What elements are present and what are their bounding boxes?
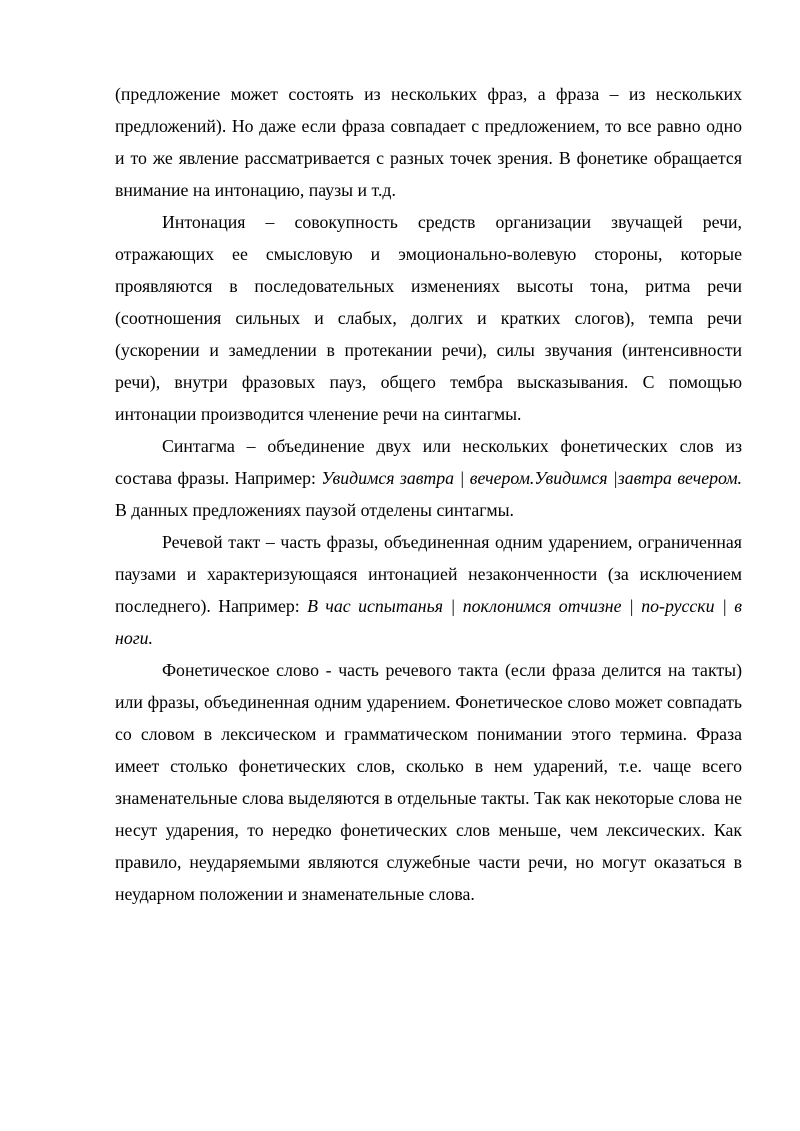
- paragraph-text: Речевой такт – часть фразы, объединенная одним ударением, ограниченная паузами и характеризующаяся интонацией незаконченности (за исключением последнего). Например:: [115, 532, 742, 616]
- paragraph-text: (предложение может состоять из нескольких фраз, а фраза – из нескольких предложений). Но даже если фраза совпадает с предложением, то все равно одно и то же явление рассматривается с разных точек зрения. В фонетике обращается внимание на интонацию, паузы и т.д.: [115, 84, 742, 200]
- paragraph-text: Фонетическое слово - часть речевого такта (если фраза делится на такты) или фразы, объединенная одним ударением. Фонетическое слово может совпадать со словом в лексическом и грамматическом понимании этого термина. Фраза имеет столько фонетических слов, сколько в нем ударений, т.е. чаще всего знаменательные слова выделяются в отдельные такты. Так как некоторые слова не несут ударения, то нередко фонетических слов меньше, чем лексических. Как правило, неударяемыми являются служебные части речи, но могут оказаться в неударном положении и знаменательные слова.: [115, 660, 742, 904]
- example-text: Увидимся завтра | вечером.Увидимся |завтра вечером.: [321, 468, 742, 488]
- paragraph-text: В данных предложениях паузой отделены синтагмы.: [115, 500, 514, 520]
- paragraph-text: Синтагма – объединение двух или нескольких фонетических слов из состава фразы. Например:: [115, 436, 742, 488]
- paragraph-phrase-definition-end: [115, 78, 742, 206]
- paragraph-text: Интонация – совокупность средств организации звучащей речи, отражающих ее смысловую и эмоционально-волевую стороны, которые проявляются в последовательных изменениях высоты тона, ритма речи (соотношения сильных и слабых, долгих и кратких слогов), темпа речи (ускорении и замедлении в протекании речи), силы звучания (интенсивности речи), внутри фразовых пауз, общего тембра высказывания. С помощью интонации производится членение речи на синтагмы.: [115, 212, 742, 424]
- paragraph-phonetic-word: [115, 654, 742, 910]
- example-text: В час испытанья | поклонимся отчизне | по-русски | в ноги.: [115, 596, 742, 648]
- paragraph-speech-tact: [115, 526, 742, 654]
- paragraph-syntagma: [115, 430, 742, 526]
- paragraph-intonation: [115, 206, 742, 430]
